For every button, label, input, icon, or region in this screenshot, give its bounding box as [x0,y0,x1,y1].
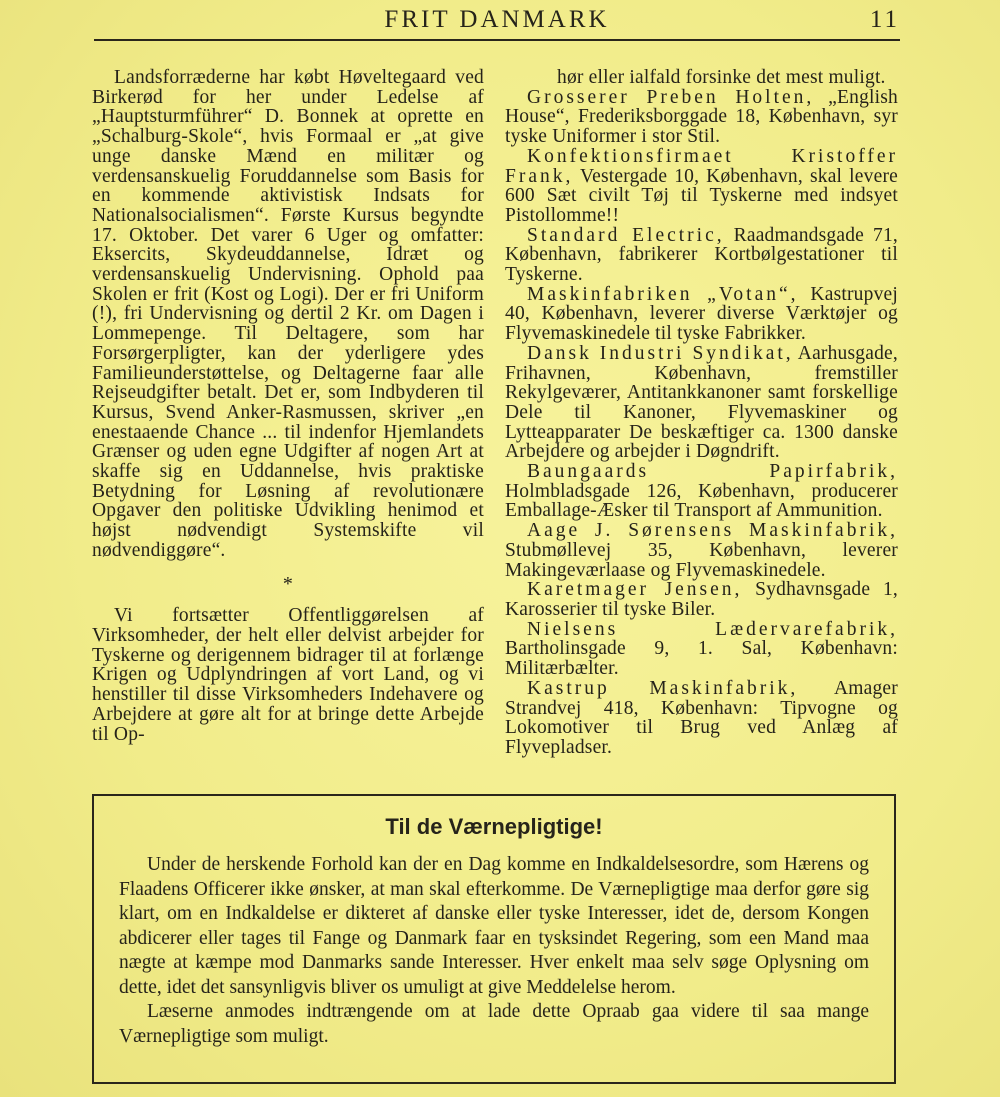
company-entry [505,88,898,147]
notice-body [119,853,869,1049]
company-name: Maskinfabriken „Votan“, [527,283,799,305]
notice-paragraph: Læserne anmodes indtrængende om at lade dette Opraab gaa videre til saa mange Værnepligtige som muligt. [119,1001,869,1047]
schalburg-school-article: Landsforræderne har købt Høveltegaard ved Birkerød for her under Ledelse af „Hauptsturmführer“ D. Bonnek at oprette en „Schalburg-Skole“, hvis Formaal er „at give unge danske Mænd en militær og verdensanskuelig Foruddannelse som Basis for en kommende aktivistisk Indsats for Nationalsocialismen“. Første Kursus begyndte 17. Oktober. Det varer 6 Uger og omfatter: Eksercits, Skydeuddannelse, Idræt og verdensanskuelig Undervisning. Ophold paa Skolen er frit (Kost og Logi). Der er fri Uniform (!), fri Undervisning og dertil 2 Kr. om Dagen i Lommepenge. Til Deltagere, som har Forsørgerpligter, kan der yderligere ydes Familieunderstøttelse, og Deltagerne faar alle Rejseudgifter betalt. Det er, som Indbyderen til Kursus, Svend Anker-Rasmussen, skriver „en enestaaende Chance ... til indenfor Hjemlandets Grænser og uden egne Udgifter af nogen Art at skaffe sig en Uddannelse, hvis praktiske Betydning for Løsning af revolutionære Opgaver den politiske Udvikling henimod et højst nødvendigt Systemskifte vil nødvendiggøre“. [92,67,484,561]
company-detail: Vestergade 10, København, skal levere 600 Sæt civilt Tøj til Tyskerne med indsyet Pistollomme!! [505,165,898,226]
company-detail: Bartholinsgade 9, 1. Sal, København: Militærbælter. [505,638,898,680]
company-name: Karetmager Jensen, [527,579,743,601]
company-name: Aage J. Sørensens Maskinfabrik, [527,520,898,542]
company-entry [505,580,898,619]
company-detail: „English House“, Frederiksborggade 18, København, syr tyske Uniformer i stor Stil. [505,86,898,148]
collaborator-list-intro: Vi fortsætter Offentliggørelsen af Virksomheder, der helt eller delvist arbejder for Tyskerne og derigennem bidrager til at forlænge Krigen og Udplyndringen af vort Land, og vi henstiller til disse Virksomheders Indehavere og Arbejdere at gøre alt for at bringe dette Arbejde til Op- [92,605,484,745]
company-detail: Raadmandsgade 71, København, fabrikerer Kortbølgestationer til Tyskerne. [505,224,898,286]
company-detail: Stubmøllevej 35, København, leverer Makingeværlaase og Flyvemaskinedele. [505,539,898,581]
notice-title: Til de Værnepligtige! [385,814,603,839]
company-name: Dansk Industri Syndikat, [527,342,794,364]
company-name: Kastrup Maskinfabrik, [527,677,799,699]
continuation-text: hør eller ialfald forsinke det mest muligt. [557,67,886,88]
conscript-notice-box [92,794,896,1084]
left-column [92,68,484,744]
newspaper-title: FRIT DANMARK [384,6,610,33]
company-entry [505,620,898,679]
page-header [94,6,900,36]
header-rule [94,39,900,41]
notice-paragraph: Under de herskende Forhold kan der en Dag komme en Indkaldelsesordre, som Hærens og Flaadens Officerer ikke ønsker, at man skal efterkomme. De Værnepligtige maa derfor gøre sig klart, om en Indkaldelse er dikteret af danske eller tyske Interesser, idet de, dersom Kongen abdicerer eller tages til Fange og Danmark faar en tysksindet Regering, som een Mand maa nægte at kæmpe mod Danmarks sande Interesser. Hver enkelt maa selv søge Oplysning om dette, idet det sansynligvis bliver os umuligt at give Meddelelse herom. [119,854,869,998]
section-separator: * [282,572,294,595]
right-column [505,68,898,758]
company-name: Nielsens Lædervarefabrik, [527,618,898,640]
company-detail: Holmbladsgade 126, København, producerer Emballage-Æsker til Transport af Ammunition. [505,480,898,522]
company-detail: Kastrupvej 40, København, leverer diverse Værktøjer og Flyvemaskinedele til tyske Fabrikker. [505,283,898,345]
company-entry [505,147,898,226]
company-entry [505,462,898,521]
company-entry [505,679,898,758]
company-detail: Amager Strandvej 418, København: Tipvogne og Lokomotiver til Brug ved Anlæg af Flyvepladser. [505,677,898,758]
company-name: Baungaards Papirfabrik, [527,461,898,483]
company-name: Grosserer Preben Holten, [527,86,815,108]
company-entry [505,521,898,580]
company-detail: Aarhusgade, Frihavnen, København, fremstiller Rekylgeværer, Antitankkanoner samt forskellige Dele til Kanoner, Flyvemaskiner og Lytteapparater De beskæftiger ca. 1300 danske Arbejdere og arbejder i Døgndrift. [505,342,898,463]
company-name: Konfektionsfirmaet Kristoffer Frank, [505,145,898,187]
company-entry [505,285,898,344]
company-detail: Sydhavnsgade 1, Karosserier til tyske Biler. [505,579,898,620]
page-number: 11 [869,6,900,33]
company-entry [505,344,898,462]
company-name: Standard Electric, [527,224,725,246]
company-entry [505,226,898,285]
